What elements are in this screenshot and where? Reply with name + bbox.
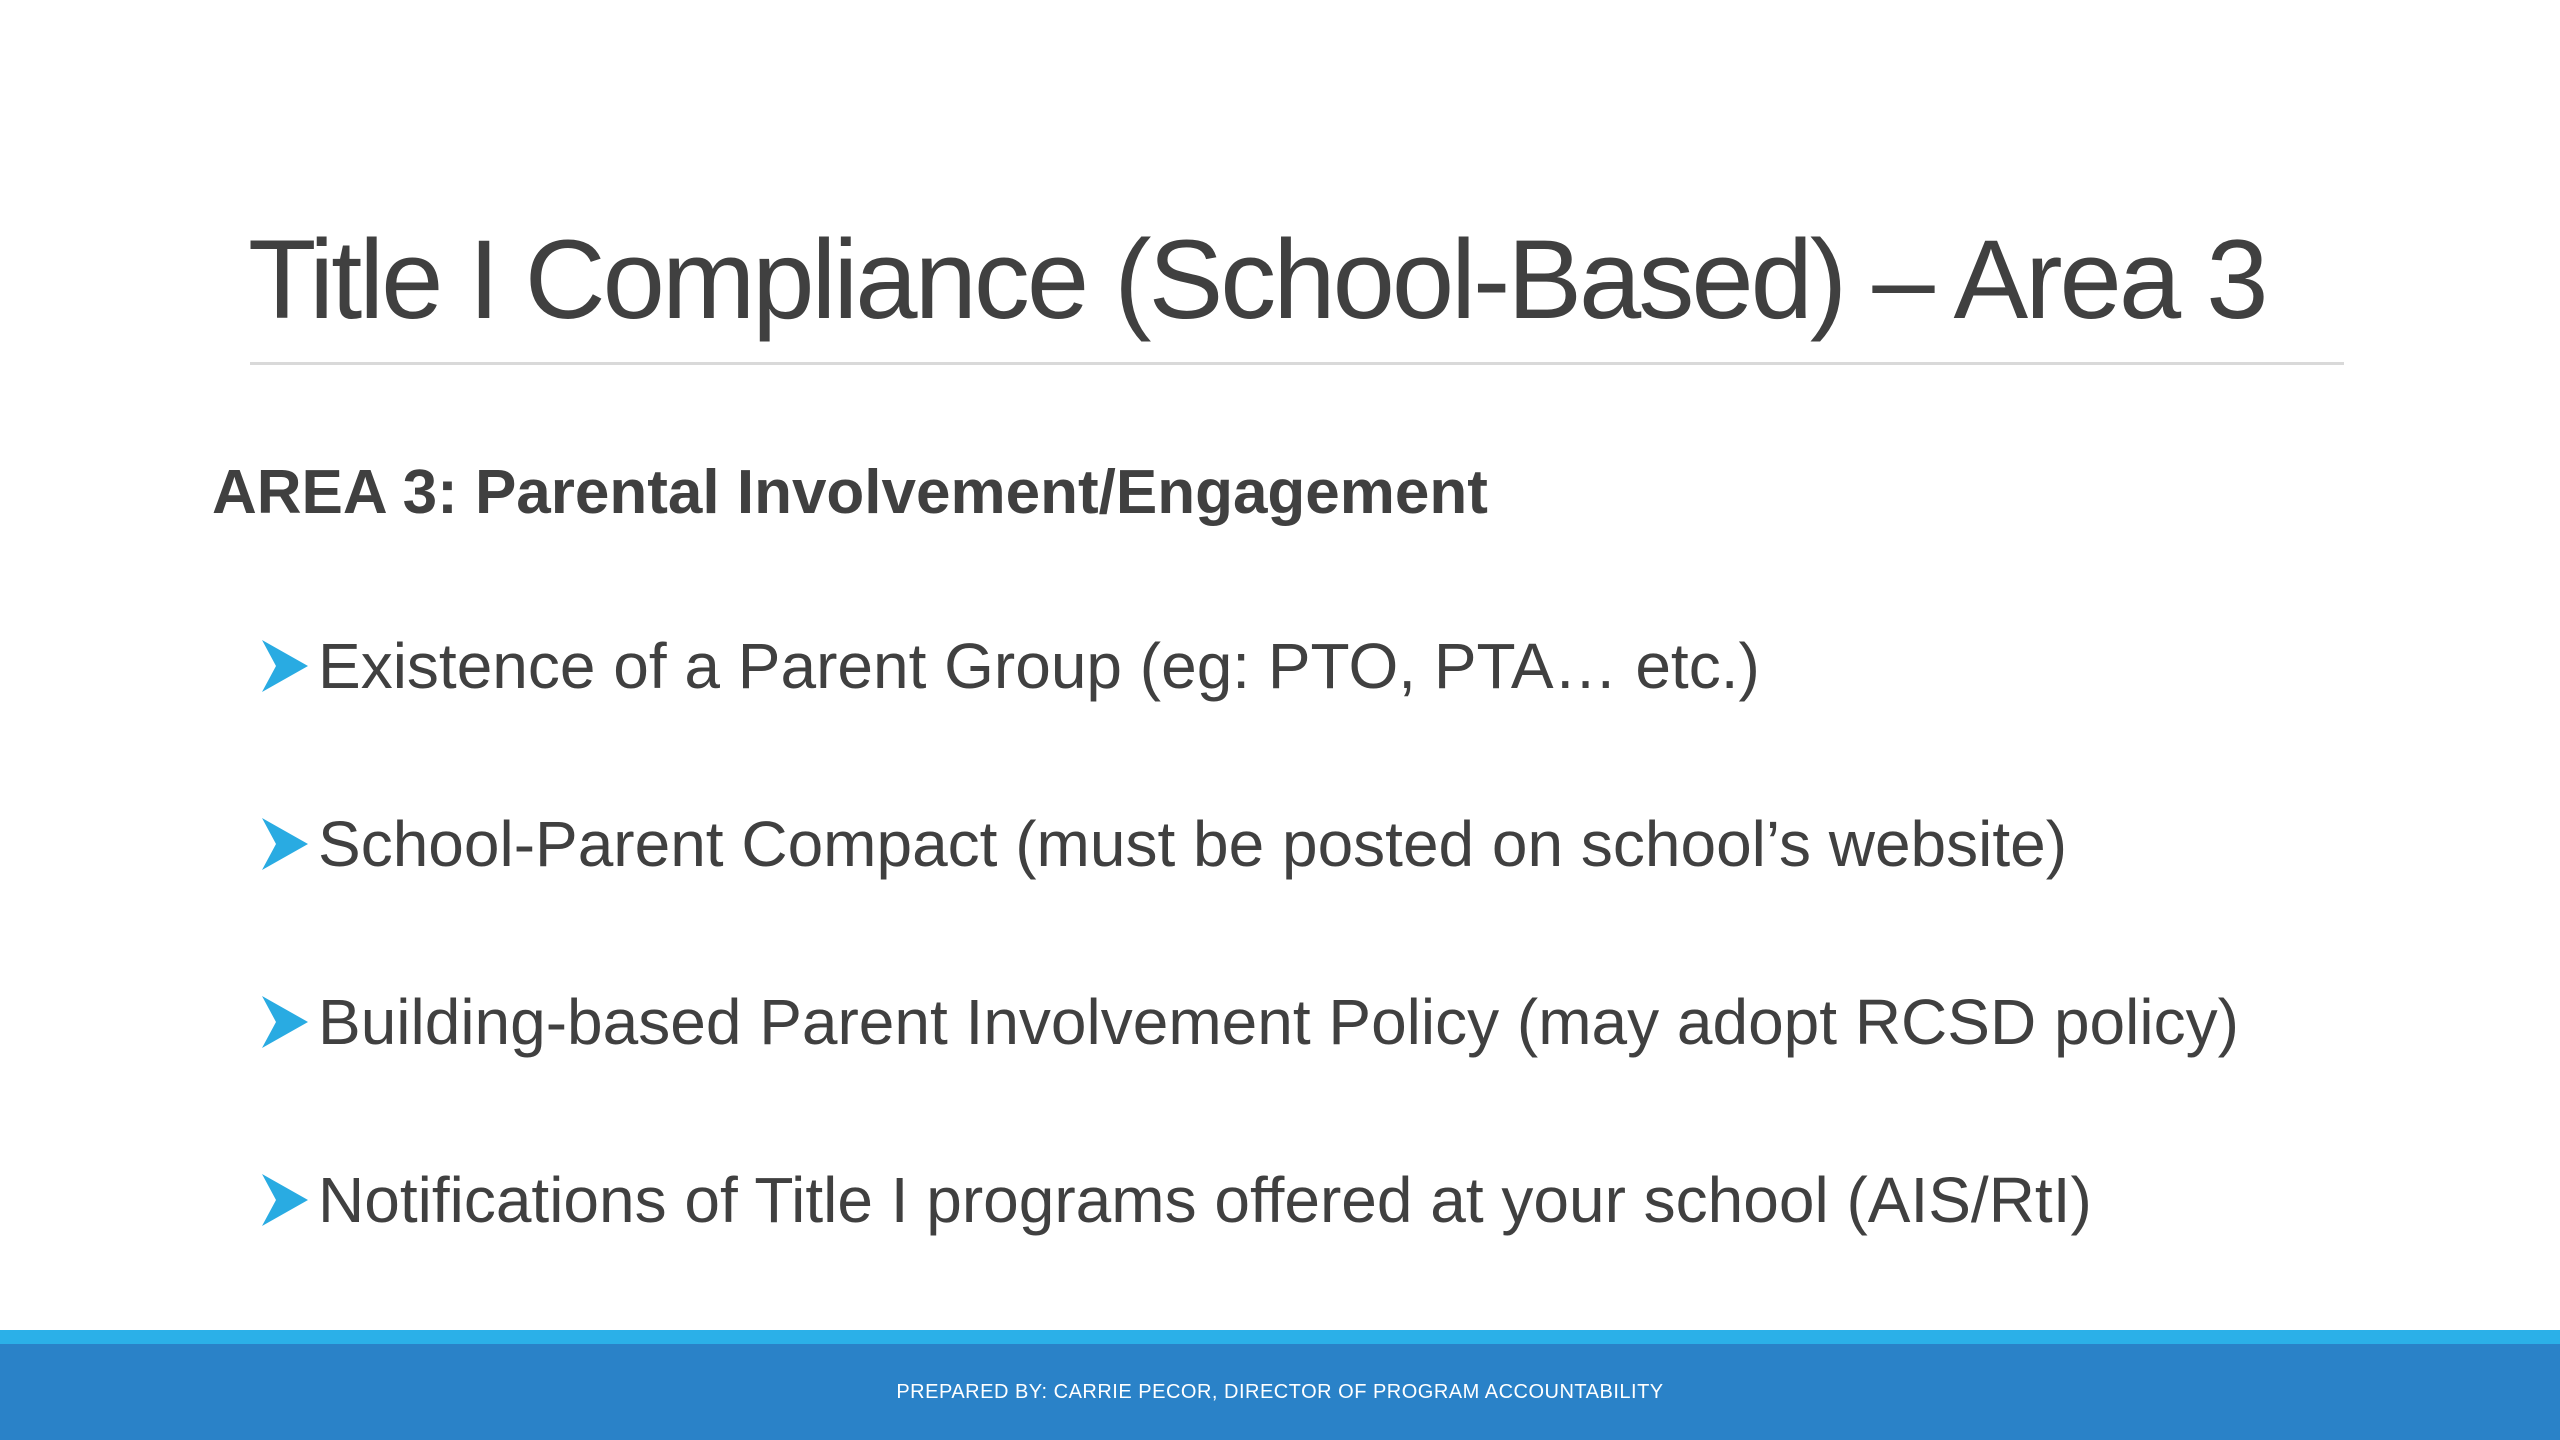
title-divider [250,362,2344,365]
bullet-item [258,794,2458,894]
section-heading: AREA 3: Parental Involvement/Engagement [212,458,1488,527]
arrow-bullet-icon [258,1170,312,1230]
bullet-list [258,616,2458,1328]
bullet-item [258,1150,2458,1250]
bullet-text: Existence of a Parent Group (eg: PTO, PTA… etc.) [318,630,1760,702]
arrow-bullet-icon [258,636,312,696]
footer-bar [0,1344,2560,1440]
bullet-text: School-Parent Compact (must be posted on school’s website) [318,808,2068,880]
arrow-bullet-icon [258,992,312,1052]
bullet-item [258,616,2458,716]
bullet-text: Notifications of Title I programs offered at your school (AIS/RtI) [318,1164,2092,1236]
arrow-bullet-icon [258,814,312,874]
footer-accent-stripe [0,1330,2560,1344]
bullet-text: Building-based Parent Involvement Policy (may adopt RCSD policy) [318,986,2239,1058]
bullet-item [258,972,2458,1072]
slide-title: Title I Compliance (School-Based) – Area 3 [248,217,2266,342]
footer-text: PREPARED BY: CARRIE PECOR, DIRECTOR OF PROGRAM ACCOUNTABILITY [896,1380,1664,1403]
